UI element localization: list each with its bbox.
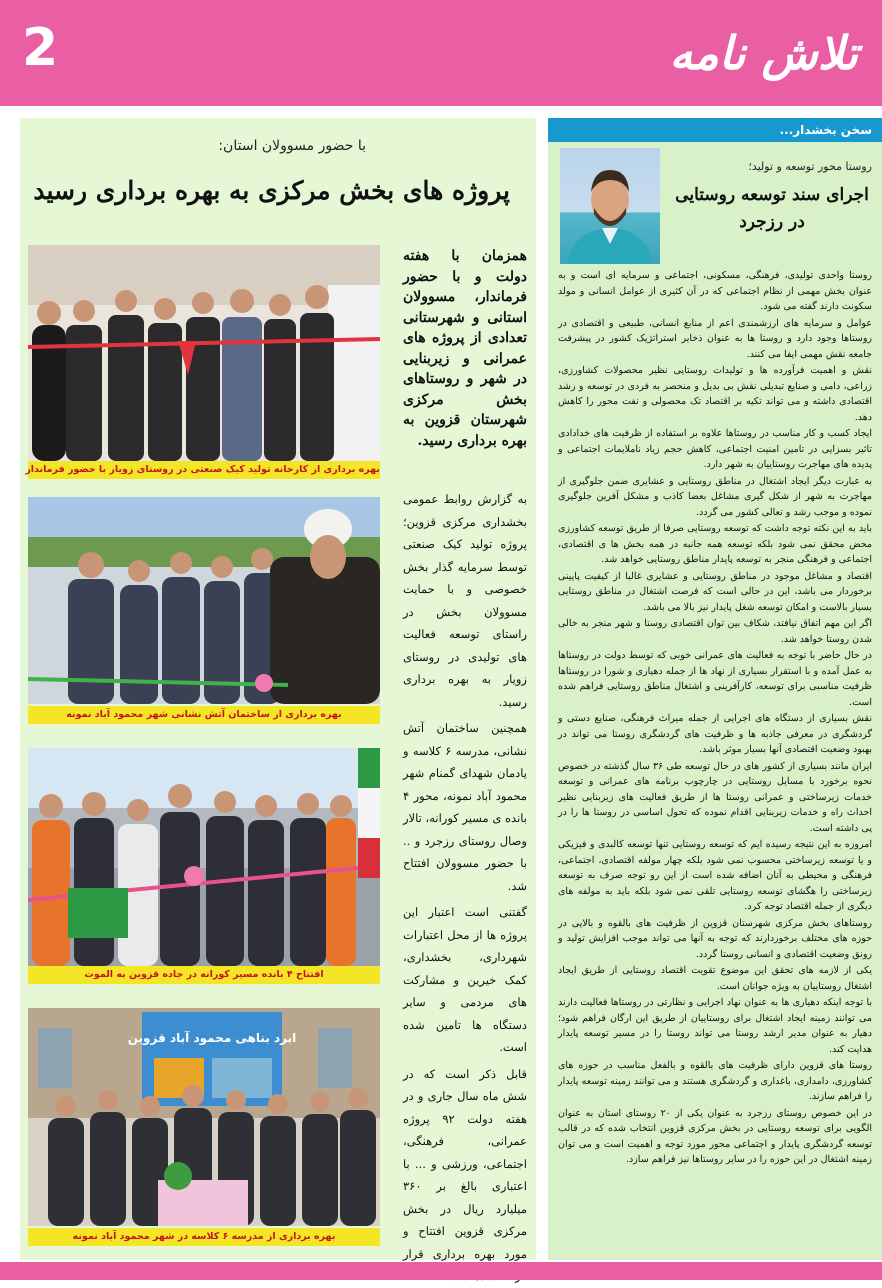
news-lead: همزمان با هفته دولت و با حضور فرماندار، مسوولان استانی و شهرستانی تعدادی از پروژه های عمرانی و زیربنایی در شهر و روستاهای بخش مرکزی شهرستان قزوین به بهره برداری رسید. — [403, 248, 527, 449]
column-tag: سخن بخشدار... — [548, 118, 882, 142]
column-paragraph: به عبارت دیگر ایجاد اشتغال در مناطق روستایی و عشایری ضمن جلوگیری از مهاجرت به شهر از شکل گیری مشاغل بعضا کاذب و مشکل آفرین جلوگیری نموده و موجب رشد و تعالی کشور می گردد. — [558, 475, 872, 518]
column-paragraph: ایران مانند بسیاری از کشور های در حال توسعه طی ۳۶ سال گذشته در خصوص نحوه برخورد با مسایل روستایی در چارچوب برنامه های عمرانی و توسعه خدمات زیرساختی و عمرانی روستا ها از طریق فعالیت های زیربنایی نظیر احداث راه و خدمات زیربنایی اقدام نموده که تحول اساسی در روستا ها را در پی داشته است. — [558, 760, 872, 834]
author-portrait — [560, 148, 660, 264]
photo-caption: بهره برداری از مدرسه ۶ کلاسه در شهر محمود آباد نمونه — [28, 1228, 380, 1246]
photo-caption: بهره برداری از ساختمان آتش نشانی شهر محمود آباد نمونه — [28, 706, 380, 724]
column-paragraph: یکی از لازمه های تحقق این موضوع تقویت اقتصاد روستایی از طریق ایجاد اشتغال روستاییان به ویژه جوانان است. — [558, 965, 872, 992]
column-paragraph: روستا های قزوین دارای ظرفیت های بالقوه و بالفعل مناسب در حوزه های کشاورزی، دامداری، باغداری و گردشگری هستند و می توانند زمینه توسعه پایدار را فراهم سازند. — [558, 1060, 872, 1102]
column-paragraph: باید به این نکته توجه داشت که توسعه روستایی صرفا از طریق توسعه کشاورزی محض محقق نمی شود بلکه توسعه همه جانبه در همه بخش ها ی اقتصادی، اجتماعی و فرهنگی منجر به توسعه پایدار مناطق روستایی خواهد شد. — [558, 523, 872, 565]
page-number: 2 — [22, 18, 59, 78]
column-paragraph: اقتصاد و مشاغل موجود در مناطق روستایی و عشایری غالبا از کیفیت پایینی برخوردار می باشد، این در حالی است که فرصت اشتغال در مناطق روستایی بسیار بالاست و امکان توسعه شغل پایدار نیز بالا می باشد. — [558, 570, 872, 613]
news-paragraph: گفتنی است اعتبار این پروژه ها از محل اعتبارات شهرداری، بخشداری، کمک خیرین و مشارکت های مردمی و سایر دستگاه ها تامین شده است. — [403, 905, 527, 1054]
news-panel — [20, 118, 536, 1260]
photo-fire-station — [28, 497, 380, 704]
portrait-image — [560, 148, 660, 264]
page-footer — [0, 1262, 882, 1280]
column-paragraph: ایجاد کسب و کار مناسب در روستاها علاوه بر استفاده از ظرفیت های خدادادی تاثیر بسزایی در تامین امنیت اجتماعی، کاهش حجم زیاد ناملایمات اجتماعی و پدیده های مهاجرت روستاییان به شهر دارد. — [558, 428, 872, 470]
column-body — [558, 268, 872, 1253]
column-paragraph: روستاهای بخش مرکزی شهرستان قزوین از ظرفیت های بالقوه و بالایی در حوزه های مختلف برخوردارند که توجه به آنها می تواند موجب افزایش تولید و رونق وضعیت اقتصادی و انسانی روستا گردد. — [558, 917, 872, 960]
column-paragraph: با توجه اینکه دهیاری ها به عنوان نهاد اجرایی و نظارتی در روستاها فعالیت دارند می توانند زمینه ایجاد اشتغال برای روستاییان از طریق این ارگان فراهم شود؛ دهیار به عنوان مدیر ارشد روستا می تواند روستا را در مسیر توسعه پایدار هدایت کند. — [558, 997, 872, 1055]
news-headline: پروژه های بخش مرکزی به بهره برداری رسید — [33, 176, 510, 205]
news-paragraph: به گزارش روابط عمومی بخشداری مرکزی قزوین؛ پروژه تولید کیک صنعتی توسط سرمایه گذار بخش خصوصی و با حمایت مسوولان بخش در راستای توسعه فعالیت های تولیدی در روستای زویار به بهره برداری رسید. — [403, 492, 527, 709]
column-kicker: روستا محور توسعه و تولید؛ — [748, 160, 872, 173]
news-paragraph: قابل ذکر است که در شش ماه سال جاری و در هفته دولت ۹۲ پروژه عمرانی، فرهنگی، اجتماعی، ورزشی و ... با اعتباری بالغ بر ۳۶۰ میلیارد ریال در بخش مرکزی قزوین افتتاح و مورد بهره برداری قرار — [403, 1066, 527, 1261]
ribbon-cutting-image — [28, 1008, 380, 1226]
column-paragraph: عوامل و سرمایه های ارزشمندی اعم از منابع انسانی، طبیعی و اقتصادی در روستاها وجود دارد و روستا ها به عنوان ذخایر استراتژیک کشور در پیشرفت جامعه نقش مهمی ایفا می کنند. — [558, 317, 872, 360]
news-body — [403, 488, 527, 1261]
news-kicker: با حضور مسوولان استان: — [218, 138, 366, 154]
ribbon-cutting-image — [28, 497, 380, 704]
news-paragraph: همچنین ساختمان آتش نشانی، مدرسه ۶ کلاسه و یادمان شهدای گمنام شهر محمود آباد نمونه، محور ۴ بانده ی مسیر کورانه، تالار وصال روستای رزجرد و .. با حضور مسوولان افتتاح شد. — [403, 721, 527, 893]
masthead-logo: تلاش نامه — [669, 26, 858, 80]
column-paragraph: نقش و اهمیت فرآورده ها و تولیدات روستایی نظیر محصولات کشاورزی، زراعی، دامی و صنایع تبدیلی نقش بی بدیل و منحصر به فردی در توسعه و رشد اقتصادی داشته و می تواند تکیه بر اقتصاد تک محصولی و نفت محور را کاهش دهد. — [558, 365, 872, 423]
column-paragraph: نقش بسیاری از دستگاه های اجرایی از جمله میراث فرهنگی، صنایع دستی و گردشگری در معرفی جاذبه ها و ظرفیت های گردشگری روستا می تواند در بهبود وضعیت اقتصادی آنها بسیار موثر باشد. — [558, 713, 872, 755]
column-paragraph: در این خصوص روستای رزجرد به عنوان یکی از ۲۰ روستای استان به عنوان الگویی برای توسعه روستایی در بخش مرکزی قزوین انتخاب شده که در قالب توسعه گردشگری پایدار و اجتماعی محور مورد توجه و اهمیت است و می توان زمینه اشتغال در این حوزه را در سایر روستاها نیز فراهم سازد. — [558, 1107, 873, 1165]
photo-caption: افتتاح ۴ بانده مسیر کورانه در جاده قزوین به الموت — [28, 966, 380, 984]
page-header — [0, 0, 882, 106]
photo-road-opening — [28, 748, 380, 966]
column-paragraph: اگر این مهم اتفاق نیافتد، شکاف بین توان اقتصادی روستا و شهر منجر به خالی شدن روستا خواهد شد. — [558, 618, 872, 645]
column-paragraph: امروزه به این نتیجه رسیده ایم که توسعه روستایی تنها توسعه کالبدی و فیزیکی و یا توسعه زیرساختی محسوب نمی شود بلکه چهار مولفه اقتصادی، اجتماعی، فرهنگی و محیطی به آنان اضافه شده است از این رو توجه صرف به توسعه زیرساختی را هگشای توسعه روستایی تلقی نمی شود بلکه باید به مولفه های دیگری از جمله اقتصاد توجه کرد. — [558, 839, 872, 912]
column-paragraph: در حال حاضر با توجه به فعالیت های عمرانی خوبی که توسط دولت در روستاها به عمل آمده و با استقرار بسیاری از نهاد ها از جمله دهیاری و شورا در روستاها ظرفیت مناسبی برای توسعه، کارآفرینی و اشتغال مناطق روستایی فراهم شده است. — [558, 650, 872, 708]
column-paragraph: روستا واحدی تولیدی، فرهنگی، مسکونی، اجتماعی و سرمایه ای است و به عنوان بخش مهمی از نظام اجتماعی که در آن کثیری از عوامل انسانی و مولد سکونت دارند گفته می شود. — [558, 270, 872, 312]
ribbon-cutting-image — [28, 748, 380, 966]
photo-school-opening — [28, 1008, 380, 1226]
editorial-column — [548, 118, 882, 1260]
photo-caption: بهره برداری از کارخانه تولید کیک صنعتی در روستای زویار با حضور فرماندار — [28, 461, 380, 479]
photo-cake-factory — [28, 245, 380, 461]
banner-text: ابرد بناهی محمود آباد قزوین — [127, 1031, 297, 1045]
ribbon-cutting-image — [28, 245, 380, 461]
column-title: اجرای سند توسعه روستایی در رزجرد — [675, 185, 869, 233]
